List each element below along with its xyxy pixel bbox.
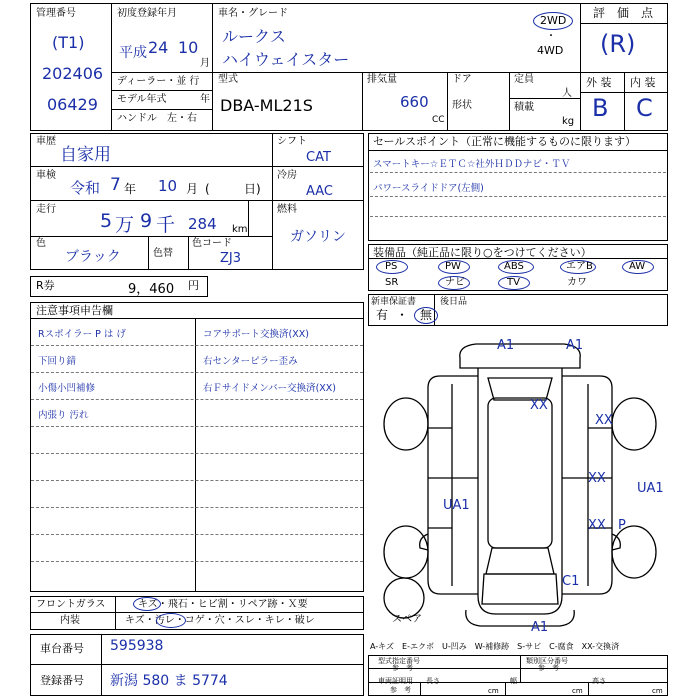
front-glass-options: キズ・飛石・ヒビ割・リペア跡・Ｘ要 [138, 599, 308, 610]
warranty-yes: 有 [376, 308, 389, 322]
exterior-grade: B [592, 94, 609, 122]
sales-point-label: セールスポイント（正常に機能するものに限ります） [373, 135, 637, 148]
sales-point-line2: パワースライドドア(左側) [373, 183, 484, 194]
equip-aw: AW [629, 261, 646, 272]
cert-label: 車両証明用 [378, 677, 413, 685]
inspection-month: 10 [158, 177, 178, 195]
car-grade: ハイウェイスター [222, 50, 350, 69]
color-label: 色 [36, 238, 46, 249]
chassis-value: 595938 [110, 638, 164, 654]
ac-value: AAC [306, 184, 333, 199]
model-value: DBA-ML21S [220, 96, 313, 115]
inspection-day-unit: 日) [244, 182, 261, 196]
type-designation-ref: 参 考 [392, 664, 413, 672]
damage-mark-front-bumper: A1 [531, 620, 549, 635]
first-reg-month: 10 [178, 38, 199, 57]
note-left-4: 内張り 汚れ [38, 410, 89, 421]
first-reg-label: 初度登録年月 [117, 8, 177, 19]
kg-unit: kg [562, 116, 575, 127]
equip-pw: PW [445, 261, 461, 272]
front-glass-label: フロントガラス [36, 599, 106, 610]
shape-label: 形状 [452, 100, 472, 111]
note-left-1: Rスポイラー P は げ [38, 329, 126, 340]
damage-mark-right-front-p: P [618, 518, 626, 533]
car-diagram [366, 328, 670, 640]
rating-label: 評 価 点 [593, 6, 654, 20]
damage-mark-rear-left: A1 [497, 338, 515, 353]
note-left-3: 小傷小凹補修 [38, 383, 96, 394]
spare-label: スペア [392, 614, 422, 625]
damage-codes-legend: A-キズ E-エクボ U-凹み W-補修跡 S-サビ C-腐食 XX-交換済 [370, 642, 620, 651]
history-value: 自家用 [60, 145, 111, 165]
height-unit: cm [652, 687, 663, 695]
interior-grade: C [636, 94, 653, 122]
damage-mark-right-rocker: UA1 [637, 481, 664, 496]
fuel-label: 燃料 [277, 204, 297, 215]
interior-stain-circle [156, 613, 186, 628]
equip-leather: カワ [567, 277, 587, 288]
car-name-label: 車名・グレード [218, 8, 288, 19]
interior-options: キズ・汚レ・コゲ・穴・スレ・キレ・破レ [125, 615, 315, 626]
note-right-1: コアサポート交換済(XX) [203, 329, 309, 340]
width-unit: cm [572, 687, 583, 695]
load-label: 積載 [514, 102, 534, 113]
inspection-era: 令和 [70, 179, 101, 197]
length-unit: cm [488, 687, 499, 695]
month-unit: 月 [200, 58, 210, 69]
shift-label: シフト [277, 136, 307, 147]
mgmt-no-2: 202406 [42, 64, 104, 83]
category-no-label: 類別区分番号 [526, 657, 568, 665]
first-reg-era: 平成 [119, 45, 147, 61]
history-label: 車歴 [36, 136, 56, 147]
equipment-label: 装備品（純正品に限り○をつけてください） [373, 246, 592, 259]
drive-4wd: 4WD [537, 44, 564, 57]
chassis-label: 車台番号 [40, 642, 84, 655]
yen-unit: 円 [188, 279, 199, 292]
person-unit: 人 [562, 88, 572, 99]
mileage-man-unit: 万 [115, 214, 135, 236]
damage-mark-roof: XX [530, 398, 548, 413]
equip-navi: ナビ [445, 277, 465, 288]
drive-dot: ・ [546, 31, 556, 42]
color-code-label: 色コード [192, 238, 232, 249]
note-right-2: 右センターピラー歪み [203, 356, 298, 367]
equip-sr: SR [385, 277, 399, 288]
note-left-2: 下回り錆 [38, 356, 77, 367]
plate-label: 登録番号 [40, 674, 84, 687]
mileage-sen-unit: 千 [156, 214, 176, 236]
notes-label: 注意事項申告欄 [36, 304, 113, 317]
category-no-ref: 参 考 [538, 664, 559, 672]
r-ken-value: 9，460 [128, 282, 175, 297]
length-label: 長さ [426, 677, 440, 685]
note-right-3: 右Ｆサイドメンバー交換済(XX) [203, 383, 337, 394]
inspection-year-unit: 年 [124, 182, 137, 196]
plate-value: 新潟 580 ま 5774 [110, 673, 228, 689]
front-glass-scratch-circle [133, 597, 161, 611]
inspection-year: 7 [110, 175, 121, 195]
color-change-label: 色替 [153, 248, 173, 259]
inspection-paren: ( [205, 182, 210, 196]
dealer-label: ディーラー・並 行 [117, 76, 200, 87]
equip-ps: PS [385, 261, 398, 272]
equip-airbag: エアB [566, 261, 593, 272]
car-name: ルークス [222, 27, 286, 46]
r-ken-box [30, 276, 208, 297]
handle-label: ハンドル 左・右 [117, 113, 197, 124]
damage-mark-hood: C1 [562, 574, 580, 589]
ac-label: 冷房 [277, 170, 297, 181]
inspection-month-unit: 月 [186, 182, 199, 196]
mileage-sen: 9 [140, 210, 153, 232]
shift-value: CAT [306, 150, 331, 165]
capacity-label: 定員 [514, 74, 534, 85]
mgmt-no-label: 管理番号 [36, 8, 76, 19]
r-ken-label: R券 [36, 279, 55, 292]
equip-abs: ABS [504, 261, 524, 272]
displacement-value: 660 [400, 93, 429, 111]
mgmt-no-1: (T1) [52, 33, 85, 52]
later-items-label: 後日品 [440, 297, 468, 307]
rating-value: (R) [600, 30, 636, 58]
first-reg-year: 24 [148, 38, 169, 57]
mileage-rest: 284 [188, 215, 217, 233]
damage-mark-right-door: XX [588, 471, 606, 486]
warranty-dot: ・ [396, 308, 409, 322]
damage-mark-left-door: UA1 [443, 498, 470, 513]
displacement-label: 排気量 [367, 74, 397, 85]
cc-unit: CC [432, 115, 445, 125]
warranty-label: 新車保証書 [371, 297, 417, 307]
type-designation-label: 型式指定番号 [378, 657, 420, 665]
warranty-no-circle [414, 307, 438, 324]
equip-tv: TV [507, 277, 520, 288]
door-label: ドア [452, 74, 472, 85]
year-unit: 年 [200, 94, 210, 105]
model-label: 型式 [218, 74, 238, 85]
interior-label-glass: 内装 [60, 615, 80, 626]
color-code-value: ZJ3 [220, 251, 242, 266]
sales-point-line1: スマートキー☆ＥＴＣ☆社外ＨＤＤナビ・ＴＶ [373, 159, 571, 170]
km-unit: km [232, 224, 248, 235]
exterior-label: 外 装 [586, 76, 612, 89]
mileage-label: 走行 [36, 204, 56, 215]
warranty-no: 無 [420, 308, 433, 322]
mgmt-no-3: 06429 [47, 95, 98, 114]
interior-label: 内 装 [630, 76, 656, 89]
damage-mark-rear-right: A1 [566, 338, 584, 353]
cert-ref: 参 考 [390, 686, 411, 694]
model-year-label: モデル年式 [117, 94, 167, 105]
mileage-man: 5 [100, 210, 113, 232]
damage-mark-right-front: XX [588, 518, 606, 533]
width-label: 幅 [510, 677, 517, 685]
fuel-value: ガソリン [290, 229, 346, 245]
inspection-label: 車検 [36, 170, 56, 181]
drive-2wd: 2WD [540, 14, 567, 27]
height-label: 高さ [592, 677, 606, 685]
color-value: ブラック [65, 249, 121, 265]
damage-mark-right-rear: XX [595, 413, 613, 428]
